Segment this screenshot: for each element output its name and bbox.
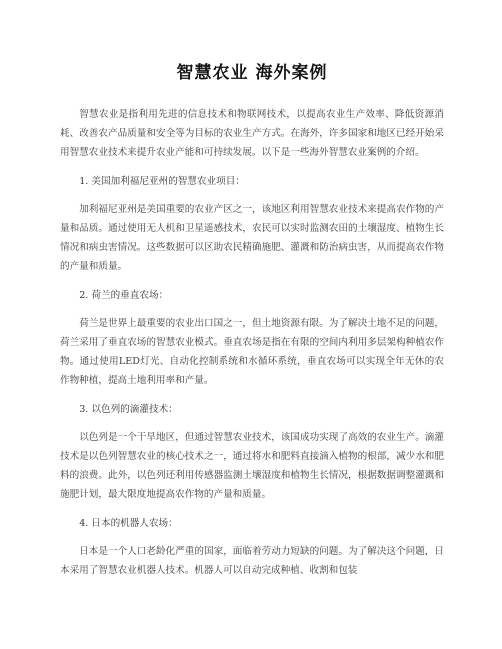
section-body-4: 日本是一个人口老龄化严重的国家，面临着劳动力短缺的问题。为了解决这个问题，日本采用了智慧农业机器人技术。机器人可以自动完成种植、收割和包装 <box>60 546 444 576</box>
section-body-3: 以色列是一个干旱地区，但通过智慧农业技术，该国成功实现了高效的农业生产。滴灌技术是以色列智慧农业的核心技术之一，通过将水和肥料直接滴入植物的根部，减少水和肥料的浪费。此外，以色列还利用传感器监测土壤湿度和植物生长情况，根据数据调整灌溉和施肥计划，最大限度地提高农作物的产量和质量。 <box>60 432 444 500</box>
section-heading-1: 1. 美国加利福尼亚州的智慧农业项目： <box>79 176 245 187</box>
section-heading-4: 4. 日本的机器人农场： <box>79 518 178 529</box>
section-heading-2: 2. 荷兰的垂直农场： <box>79 290 169 301</box>
intro-paragraph: 智慧农业是指利用先进的信息技术和物联网技术，以提高农业生产效率、降低资源消耗、改善农产品质量和安全等为目标的农业生产方式。在海外，许多国家和地区已经开始采用智慧农业技术来提升农业产能和可持续发展。以下是一些海外智慧农业案例的介绍。 <box>60 109 444 158</box>
section-body-2: 荷兰是世界上最重要的农业出口国之一，但土地资源有限。为了解决土地不足的问题，荷兰采用了垂直农场的智慧农业模式。垂直农场是指在有限的空间内利用多层架构种植农作物。通过使用LED灯光、自动化控制系统和水循环系统，垂直农场可以实现全年无休的农作物种植，提高土地利用率和产量。 <box>60 318 444 386</box>
page-title: 智慧农业 海外案例 <box>176 63 328 83</box>
section-heading-3: 3. 以色列的滴灌技术： <box>79 404 178 415</box>
section-body-1: 加利福尼亚州是美国重要的农业产区之一，该地区利用智慧农业技术来提高农作物的产量和品质。通过使用无人机和卫星遥感技术，农民可以实时监测农田的土壤湿度、植物生长情况和病虫害情况。这些数据可以区助农民精确施肥、灌溉和防治病虫害，从而提高农作物的产量和质量。 <box>60 204 444 272</box>
